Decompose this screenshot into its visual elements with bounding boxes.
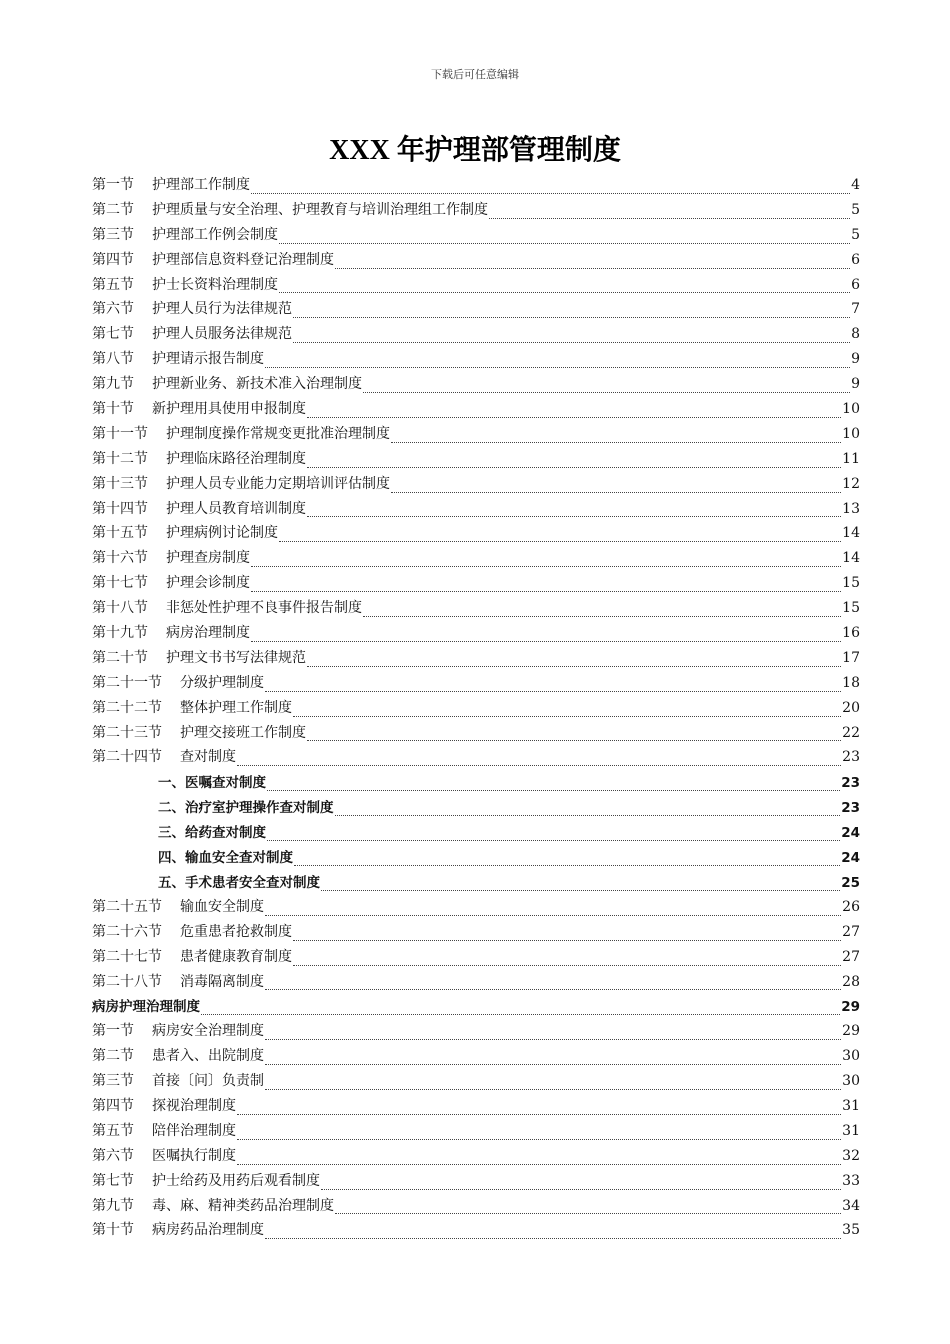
- toc-entry[interactable]: [92, 1095, 860, 1120]
- toc-entry-number: 第四节: [92, 251, 134, 268]
- toc-entry-title: 护士长资料治理制度: [152, 276, 278, 293]
- toc-entry[interactable]: [92, 896, 860, 921]
- toc-entry-title: 护理部工作制度: [152, 177, 250, 193]
- toc-entry-number: 第二十八节: [92, 973, 162, 990]
- toc-dot-leader: [391, 442, 841, 443]
- toc-page-number: 27: [842, 923, 860, 940]
- toc-page-number: 29: [842, 1023, 860, 1040]
- toc-entry-title: 护理制度操作常规变更批准治理制度: [166, 425, 390, 442]
- toc-entry-title: 危重患者抢救制度: [180, 923, 292, 940]
- toc-entry[interactable]: [92, 796, 860, 821]
- toc-entry-number: 第七节: [92, 1172, 134, 1189]
- toc-page-number: 8: [851, 326, 860, 343]
- toc-entry-number: 第七节: [92, 326, 134, 343]
- toc-entry-number: 第三节: [92, 226, 134, 243]
- toc-dot-leader: [251, 641, 841, 642]
- toc-entry-title: 护理人员教育培训制度: [166, 500, 306, 517]
- toc-entry[interactable]: [92, 971, 860, 996]
- toc-dot-leader: [265, 691, 841, 692]
- toc-entry-number: 第二十六节: [92, 923, 162, 940]
- toc-entry-title: 查对制度: [180, 749, 236, 766]
- toc-dot-leader: [237, 1139, 841, 1140]
- toc-page-number: 16: [842, 625, 860, 642]
- toc-entry-title: 护理请示报告制度: [152, 351, 264, 368]
- toc-entry-title: 手术患者安全查对制度: [185, 874, 320, 891]
- toc-page-number: 28: [842, 973, 860, 990]
- toc-page-number: 31: [842, 1097, 860, 1114]
- toc-entry[interactable]: [92, 373, 860, 398]
- toc-page-number: 32: [842, 1147, 860, 1164]
- toc-entry-number: 第二十七节: [92, 948, 162, 965]
- toc-entry-number: 第二节: [92, 201, 134, 218]
- toc-entry-title: 输血安全查对制度: [185, 850, 293, 867]
- toc-entry-number: 第五节: [92, 276, 134, 293]
- toc-entry-title: 病房药品治理制度: [152, 1222, 264, 1239]
- toc-dot-leader: [265, 1064, 841, 1065]
- document-title: XXX 年护理部管理制度: [329, 135, 621, 166]
- toc-page-number: 20: [842, 699, 860, 716]
- toc-page-number: 5: [851, 226, 860, 243]
- toc-dot-leader: [293, 965, 841, 966]
- toc-dot-leader: [391, 492, 841, 493]
- toc-entry-title: 治疗室护理操作查对制度: [185, 800, 334, 817]
- toc-page-number: 35: [842, 1222, 860, 1239]
- toc-page-number: 15: [842, 575, 860, 592]
- toc-entry-title: 护理质量与安全治理、护理教育与培训治理组工作制度: [152, 201, 488, 218]
- toc-dot-leader: [201, 1014, 840, 1015]
- toc-entry[interactable]: [92, 672, 860, 697]
- toc-entry[interactable]: [92, 921, 860, 946]
- toc-dot-leader: [279, 243, 850, 244]
- toc-entry[interactable]: [92, 448, 860, 473]
- toc-entry[interactable]: [92, 547, 860, 572]
- toc-entry[interactable]: [92, 1120, 860, 1145]
- toc-entry-number: 第十一节: [92, 425, 148, 442]
- toc-page-number: 33: [842, 1172, 860, 1189]
- toc-dot-leader: [267, 790, 840, 791]
- toc-entry-title: 护理人员行为法律规范: [152, 301, 292, 318]
- toc-page-number: 18: [842, 674, 860, 691]
- toc-entry-title: 护理人员专业能力定期培训评估制度: [166, 475, 390, 492]
- toc-page-number: 17: [842, 649, 860, 666]
- toc-entry-title: 医嘱查对制度: [185, 775, 266, 792]
- toc-entry-title: 分级护理制度: [180, 674, 264, 691]
- toc-entry-number: 第十节: [92, 1222, 134, 1239]
- toc-page-number: 30: [842, 1073, 860, 1090]
- toc-page-number: 23: [842, 749, 860, 766]
- toc-dot-leader: [279, 292, 850, 293]
- toc-entry-number: 第八节: [92, 351, 134, 368]
- toc-entry[interactable]: [92, 522, 860, 547]
- toc-entry-number: 第六节: [92, 301, 134, 318]
- toc-entry[interactable]: [92, 249, 860, 274]
- toc-entry-number: 第三节: [92, 1073, 134, 1090]
- toc-dot-leader: [363, 616, 841, 617]
- toc-dot-leader: [489, 218, 850, 219]
- toc-dot-leader: [294, 865, 840, 866]
- toc-dot-leader: [321, 890, 840, 891]
- toc-entry-title: 病房治理制度: [166, 625, 250, 642]
- toc-entry-title: 护理文书书写法律规范: [166, 649, 306, 666]
- toc-page-number: 31: [842, 1122, 860, 1139]
- toc-entry-number: 第九节: [92, 1197, 134, 1214]
- toc-dot-leader: [335, 815, 841, 816]
- toc-entry-number: 一、: [158, 775, 185, 792]
- toc-dot-leader: [265, 367, 850, 368]
- toc-entry-title: 护理人员服务法律规范: [152, 326, 292, 343]
- toc-page-number: 6: [851, 276, 860, 293]
- toc-entry[interactable]: [92, 423, 860, 448]
- toc-entry-number: 第十六节: [92, 550, 148, 567]
- toc-entry-title: 探视治理制度: [152, 1097, 236, 1114]
- toc-dot-leader: [307, 417, 841, 418]
- toc-entry[interactable]: [92, 871, 860, 896]
- toc-entry-title: 护理会诊制度: [166, 575, 250, 592]
- toc-dot-leader: [363, 392, 850, 393]
- table-of-contents: [92, 174, 860, 1244]
- toc-entry[interactable]: [92, 746, 860, 771]
- toc-entry-number: 第二十节: [92, 649, 148, 666]
- toc-dot-leader: [307, 516, 841, 517]
- toc-entry-number: 五、: [158, 874, 185, 891]
- toc-dot-leader: [321, 1189, 841, 1190]
- toc-page-number: 10: [842, 425, 860, 442]
- toc-dot-leader: [335, 1213, 841, 1214]
- toc-entry[interactable]: [92, 473, 860, 498]
- toc-entry-number: 第九节: [92, 376, 134, 393]
- toc-dot-leader: [335, 268, 850, 269]
- toc-page-number: 14: [842, 525, 860, 542]
- toc-entry-title: 患者健康教育制度: [180, 948, 292, 965]
- toc-entry-title: 医嘱执行制度: [152, 1147, 236, 1164]
- toc-entry-title: 首接〔问〕负责制: [152, 1073, 264, 1090]
- toc-entry-title: 护士给药及用药后观看制度: [152, 1172, 320, 1189]
- toc-page-number: 14: [842, 550, 860, 567]
- toc-entry[interactable]: [92, 498, 860, 523]
- toc-entry[interactable]: [92, 821, 860, 846]
- toc-entry-title: 护理部工作例会制度: [152, 226, 278, 243]
- toc-dot-leader: [251, 591, 841, 592]
- toc-entry-number: 第二十五节: [92, 898, 162, 915]
- toc-page-number: 22: [842, 724, 860, 741]
- toc-entry[interactable]: [92, 995, 860, 1020]
- toc-dot-leader: [251, 193, 850, 194]
- toc-page-number: 15: [842, 600, 860, 617]
- toc-entry[interactable]: [92, 174, 860, 199]
- toc-entry[interactable]: [92, 572, 860, 597]
- toc-entry-number: 第十二节: [92, 450, 148, 467]
- toc-page-number: 9: [851, 351, 860, 368]
- toc-entry-title: 护理查房制度: [166, 550, 250, 567]
- toc-entry[interactable]: [92, 697, 860, 722]
- toc-entry-number: 第一节: [92, 177, 134, 193]
- toc-page-number: 13: [842, 500, 860, 517]
- toc-dot-leader: [265, 915, 841, 916]
- toc-page-number: 6: [851, 251, 860, 268]
- toc-page-number: 4: [851, 177, 860, 193]
- toc-page-number: 24: [841, 825, 860, 842]
- header-note: 下载后可任意编辑: [431, 68, 519, 81]
- toc-entry-number: 第二十二节: [92, 699, 162, 716]
- toc-page-number: 5: [851, 201, 860, 218]
- toc-page-number: 25: [841, 874, 860, 891]
- toc-dot-leader: [251, 566, 841, 567]
- toc-page-number: 9: [851, 376, 860, 393]
- toc-dot-leader: [265, 1039, 841, 1040]
- toc-entry-number: 第十五节: [92, 525, 148, 542]
- toc-dot-leader: [265, 989, 841, 990]
- toc-page-number: 24: [841, 850, 860, 867]
- toc-entry-number: 第一节: [92, 1023, 134, 1040]
- toc-entry-title: 毒、麻、精神类药品治理制度: [152, 1197, 334, 1214]
- toc-dot-leader: [307, 740, 841, 741]
- toc-page-number: 23: [841, 775, 860, 792]
- toc-entry-title: 给药查对制度: [185, 825, 266, 842]
- toc-page-number: 27: [842, 948, 860, 965]
- toc-page-number: 11: [842, 450, 860, 467]
- toc-entry-title: 消毒隔离制度: [180, 973, 264, 990]
- toc-dot-leader: [265, 1238, 841, 1239]
- toc-dot-leader: [293, 317, 850, 318]
- toc-entry-title: 护理部信息资料登记治理制度: [152, 251, 334, 268]
- toc-entry-number: 四、: [158, 850, 185, 867]
- toc-page-number: 30: [842, 1048, 860, 1065]
- toc-entry-title: 整体护理工作制度: [180, 699, 292, 716]
- toc-entry-number: 第十四节: [92, 500, 148, 517]
- toc-entry[interactable]: [92, 1020, 860, 1045]
- toc-entry-title: 护理临床路径治理制度: [166, 450, 306, 467]
- toc-entry[interactable]: [92, 398, 860, 423]
- toc-entry[interactable]: [92, 199, 860, 224]
- toc-dot-leader: [237, 765, 841, 766]
- toc-entry-title: 护理交接班工作制度: [180, 724, 306, 741]
- toc-dot-leader: [293, 716, 841, 717]
- toc-entry[interactable]: [92, 622, 860, 647]
- toc-entry[interactable]: [92, 298, 860, 323]
- toc-entry-number: 第二十三节: [92, 724, 162, 741]
- toc-entry-title: 病房安全治理制度: [152, 1023, 264, 1040]
- toc-entry-title: 护理新业务、新技术准入治理制度: [152, 376, 362, 393]
- toc-entry[interactable]: [92, 722, 860, 747]
- toc-dot-leader: [307, 666, 841, 667]
- toc-dot-leader: [279, 541, 841, 542]
- toc-dot-leader: [237, 1114, 841, 1115]
- toc-entry-title: 输血安全制度: [180, 898, 264, 915]
- toc-entry[interactable]: [92, 647, 860, 672]
- toc-entry-title: 护理病例讨论制度: [166, 525, 278, 542]
- toc-dot-leader: [265, 1089, 841, 1090]
- toc-dot-leader: [307, 467, 841, 468]
- toc-entry[interactable]: [92, 348, 860, 373]
- toc-entry-title: 非惩处性护理不良事件报告制度: [166, 600, 362, 617]
- toc-dot-leader: [237, 1164, 841, 1165]
- toc-entry[interactable]: [92, 274, 860, 299]
- toc-entry-number: 三、: [158, 825, 185, 842]
- toc-entry-title: 患者入、出院制度: [152, 1048, 264, 1065]
- toc-entry-number: 第二节: [92, 1048, 134, 1065]
- toc-entry[interactable]: [92, 1145, 860, 1170]
- toc-dot-leader: [293, 940, 841, 941]
- toc-entry[interactable]: [92, 846, 860, 871]
- toc-page-number: 34: [842, 1197, 860, 1214]
- toc-entry-number: 第十九节: [92, 625, 148, 642]
- toc-entry[interactable]: [92, 1170, 860, 1195]
- toc-entry-title: 新护理用具使用申报制度: [152, 401, 306, 418]
- toc-page-number: 26: [842, 898, 860, 915]
- toc-entry-number: 第十三节: [92, 475, 148, 492]
- toc-page-number: 12: [842, 475, 860, 492]
- toc-entry[interactable]: [92, 771, 860, 796]
- toc-entry[interactable]: [92, 1070, 860, 1095]
- toc-dot-leader: [293, 342, 850, 343]
- toc-entry-number: 第四节: [92, 1097, 134, 1114]
- toc-entry[interactable]: [92, 224, 860, 249]
- toc-entry[interactable]: [92, 1045, 860, 1070]
- toc-entry[interactable]: [92, 323, 860, 348]
- toc-entry-number: 第二十一节: [92, 674, 162, 691]
- toc-page-number: 7: [851, 301, 860, 318]
- toc-dot-leader: [267, 840, 840, 841]
- toc-entry-number: 第五节: [92, 1122, 134, 1139]
- toc-entry[interactable]: [92, 1195, 860, 1220]
- toc-entry-number: 第六节: [92, 1147, 134, 1164]
- toc-entry-number: 第十节: [92, 401, 134, 418]
- toc-entry-title: 陪伴治理制度: [152, 1122, 236, 1139]
- toc-entry[interactable]: [92, 946, 860, 971]
- toc-entry-number: 二、: [158, 800, 185, 817]
- toc-entry[interactable]: [92, 597, 860, 622]
- toc-entry[interactable]: [92, 1219, 860, 1244]
- toc-entry-number: 第十七节: [92, 575, 148, 592]
- toc-entry-title: 病房护理治理制度: [92, 999, 200, 1016]
- toc-page-number: 10: [842, 401, 860, 418]
- toc-page-number: 23: [841, 800, 860, 817]
- toc-entry-number: 第十八节: [92, 600, 148, 617]
- toc-page-number: 29: [841, 999, 860, 1016]
- toc-entry-number: 第二十四节: [92, 749, 162, 766]
